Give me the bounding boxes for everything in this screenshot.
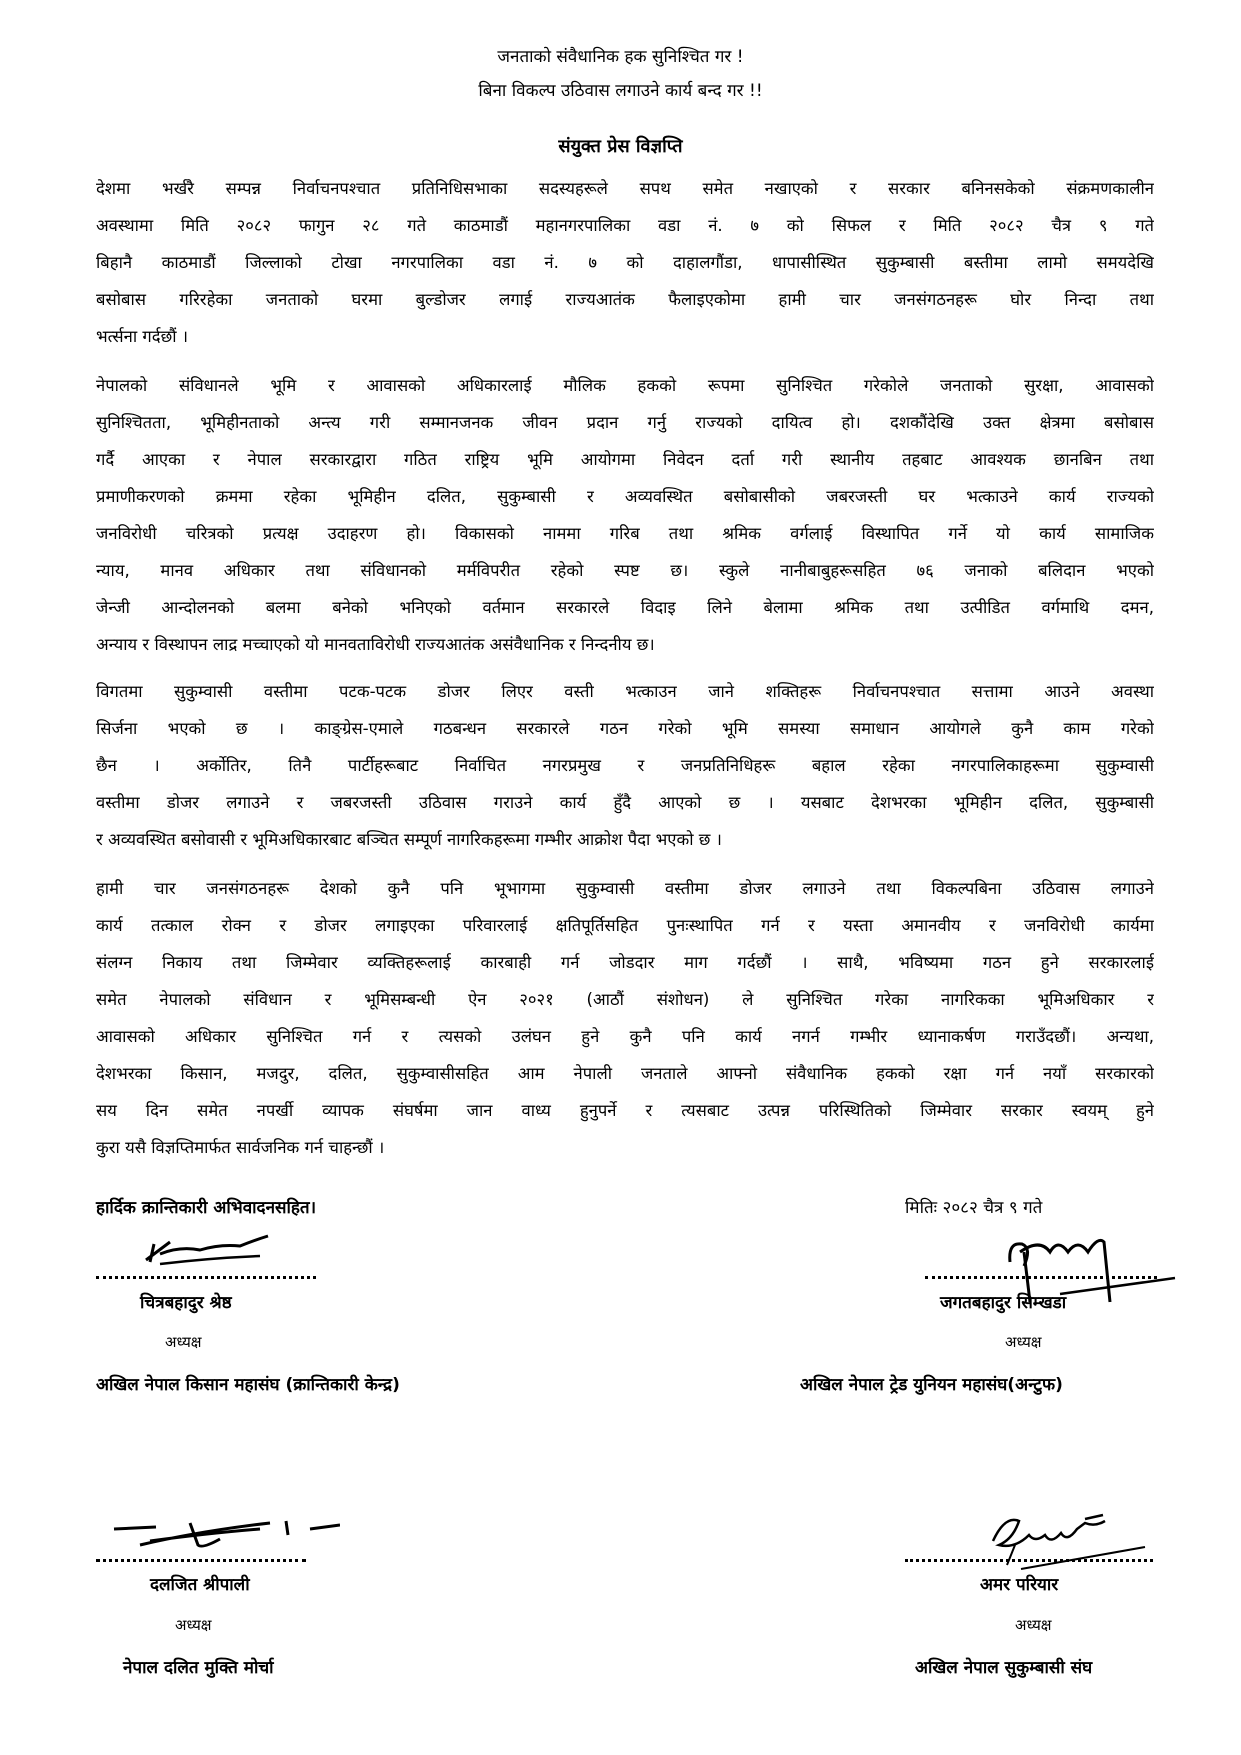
paragraph-line: देशमा भर्खरै सम्पन्न निर्वाचनपश्चात प्रतिनिधिसभाका सदस्यहरूले सपथ समेत नखाएको र सरकार बनिनसकेको संक्रमणकालीन: [96, 179, 1154, 198]
paragraph-line: कुरा यसै विज्ञप्तिमार्फत सार्वजनिक गर्न चाहन्छौं ।: [96, 1138, 385, 1157]
paragraph-line: नेपालको संविधानले भूमि र आवासको अधिकारलाई मौलिक हकको रूपमा सुनिश्चित गरेकोले जनताको सुरक्षा, आवासको: [96, 376, 1154, 395]
signatory-2-organization: अखिल नेपाल ट्रेड युनियन महासंघ(अन्टुफ): [800, 1375, 1063, 1395]
signature-line-3: [96, 1555, 306, 1562]
paragraph-3: [96, 673, 1154, 858]
closing-greeting: हार्दिक क्रान्तिकारी अभिवादनसहित।: [96, 1198, 317, 1218]
signatory-1-name: चित्रबहादुर श्रेष्ठ: [140, 1293, 232, 1313]
signatory-3-role: अध्यक्ष: [175, 1616, 212, 1634]
signatory-1-role: अध्यक्ष: [165, 1333, 202, 1351]
signatory-2-name: जगतबहादुर सिम्खडा: [940, 1293, 1067, 1313]
paragraph-line: न्याय, मानव अधिकार तथा संविधानको मर्मविपरीत रहेको स्पष्ट छ। स्कुले नानीबाबुहरूसहित ७६ जनाको बलिदान भएको: [96, 561, 1154, 580]
paragraph-line: वस्तीमा डोजर लगाउने र जबरजस्ती उठिवास गराउने कार्य हुँदै आएको छ । यसबाट देशभरका भूमिहीन दलित, सुकुम्बासी: [96, 793, 1154, 812]
paragraph-line: समेत नेपालको संविधान र भूमिसम्बन्धी ऐन २०२१ (आठौं संशोधन) ले सुनिश्चित गरेका नागरिकका भूमिअधिकार र: [96, 990, 1154, 1009]
signatory-2-role: अध्यक्ष: [1005, 1333, 1042, 1351]
date-line: मितिः २०८२ चैत्र ९ गते: [905, 1198, 1043, 1218]
slogan-2: बिना विकल्प उठिवास लगाउने कार्य बन्द गर !!: [478, 81, 763, 101]
signature-4-scribble: [985, 1505, 1155, 1575]
paragraph-line: छैन । अर्कोतिर, तिनै पार्टीहरूबाट निर्वाचित नगरप्रमुख र जनप्रतिनिधिहरू बहाल रहेका नगरपालिकाहरूमा सुकुम्वासी: [96, 756, 1154, 775]
paragraph-line: र अव्यवस्थित बसोवासी र भूमिअधिकारबाट बञ्चित सम्पूर्ण नागरिकहरूमा गम्भीर आक्रोश पैदा भएको छ ।: [96, 830, 722, 849]
document-title: संयुक्त प्रेस विज्ञप्ति: [558, 136, 683, 157]
paragraph-line: जनविरोधी चरित्रको प्रत्यक्ष उदाहरण हो। विकासको नाममा गरिब तथा श्रमिक वर्गलाई विस्थापित गर्ने यो कार्य सामाजिक: [96, 524, 1154, 543]
signatory-4-role: अध्यक्ष: [1015, 1616, 1052, 1634]
paragraph-line: बिहानै काठमाडौं जिल्लाको टोखा नगरपालिका वडा नं. ७ को दाहालगौंडा, धापासीस्थित सुकुम्बासी बस्तीमा लामो समयदेखि: [96, 253, 1154, 272]
signatory-4-organization: अखिल नेपाल सुकुम्बासी संघ: [915, 1658, 1093, 1678]
slogan-1: जनताको संवैधानिक हक सुनिश्चित गर !: [497, 47, 744, 67]
paragraph-line: देशभरका किसान, मजदुर, दलित, सुकुम्वासीसहित आम नेपाली जनताले आफ्नो संवैधानिक हकको रक्षा गर्न नयाँ सरकारको: [96, 1064, 1154, 1083]
paragraph-line: संलग्न निकाय तथा जिम्मेवार व्यक्तिहरूलाई कारबाही गर्न जोडदार माग गर्दछौं । साथै, भविष्यमा गठन हुने सरकारलाई: [96, 953, 1154, 972]
signatory-1-organization: अखिल नेपाल किसान महासंघ (क्रान्तिकारी केन्द्र): [96, 1375, 400, 1395]
paragraph-line: सय दिन समेत नपर्खी व्यापक संघर्षमा जान वाध्य हुनुपर्ने र त्यसबाट उत्पन्न परिस्थितिको जिम्मेवार सरकार स्वयम् हुने: [96, 1101, 1154, 1120]
paragraph-1: [96, 170, 1154, 355]
paragraph-line: अन्याय र विस्थापन लाद्र मच्चाएको यो मानवताविरोधी राज्यआतंक असंवैधानिक र निन्दनीय छ।: [96, 635, 655, 654]
paragraph-line: जेन्जी आन्दोलनको बलमा बनेको भनिएको वर्तमान सरकारले विदाइ लिने बेलामा श्रमिक तथा उत्पीडित वर्गमाथि दमन,: [96, 598, 1154, 617]
signature-1-scribble: [140, 1232, 280, 1268]
paragraph-line: अवस्थामा मिति २०८२ फागुन २८ गते काठमाडौं महानगरपालिका वडा नं. ७ को सिफल र मिति २०८२ चैत्र ९ गते: [96, 216, 1154, 235]
signature-line-2: [925, 1272, 1157, 1279]
signature-line-1: [96, 1272, 316, 1279]
paragraph-line: विगतमा सुकुम्वासी वस्तीमा पटक-पटक डोजर लिएर वस्ती भत्काउन जाने शक्तिहरू निर्वाचनपश्चात सत्तामा आउने अवस्था: [96, 682, 1154, 701]
signatory-4-name: अमर परियार: [980, 1575, 1059, 1595]
paragraph-4: [96, 870, 1154, 1166]
paragraph-line: आवासको अधिकार सुनिश्चित गर्न र त्यसको उलंघन हुने कुनै पनि कार्य नगर्न गम्भीर ध्यानाकर्षण गराउँदछौं। अन्यथा,: [96, 1027, 1154, 1046]
paragraph-line: भर्त्सना गर्दछौं ।: [96, 327, 189, 346]
paragraph-2: [96, 367, 1154, 663]
paragraph-line: हामी चार जनसंगठनहरू देशको कुनै पनि भूभागमा सुकुम्वासी वस्तीमा डोजर लगाउने तथा विकल्पबिना उठिवास लगाउने: [96, 879, 1154, 898]
signature-line-4: [905, 1555, 1153, 1562]
paragraph-line: बसोबास गरिरहेका जनताको घरमा बुल्डोजर लगाई राज्यआतंक फैलाइएकोमा हामी चार जनसंगठनहरू घोर निन्दा तथा: [96, 290, 1154, 309]
paragraph-line: प्रमाणीकरणको क्रममा रहेका भूमिहीन दलित, सुकुम्बासी र अव्यवस्थित बसोबासीको जबरजस्ती घर भत्काउने कार्य राज्यको: [96, 487, 1154, 506]
signatory-3-organization: नेपाल दलित मुक्ति मोर्चा: [123, 1658, 274, 1678]
paragraph-line: सुनिश्चितता, भूमिहीनताको अन्त्य गरी सम्मानजनक जीवन प्रदान गर्नु राज्यको दायित्व हो। दशकौंदेखि उक्त क्षेत्रमा बसोबास: [96, 413, 1154, 432]
signatory-3-name: दलजित श्रीपाली: [150, 1575, 250, 1595]
paragraph-line: कार्य तत्काल रोक्न र डोजर लगाइएका परिवारलाई क्षतिपूर्तिसहित पुनःस्थापित गर्न र यस्ता अमानवीय र जनविरोधी कार्यमा: [96, 916, 1154, 935]
paragraph-line: गर्दै आएका र नेपाल सरकारद्वारा गठित राष्ट्रिय भूमि आयोगमा निवेदन दर्ता गरी स्थानीय तहबाट आवश्यक छानबिन तथा: [96, 450, 1154, 469]
signature-3-scribble: [110, 1515, 340, 1551]
paragraph-line: सिर्जना भएको छ । काङ्ग्रेस-एमाले गठबन्धन सरकारले गठन गरेको भूमि समस्या समाधान आयोगले कुनै काम गरेको: [96, 719, 1154, 738]
